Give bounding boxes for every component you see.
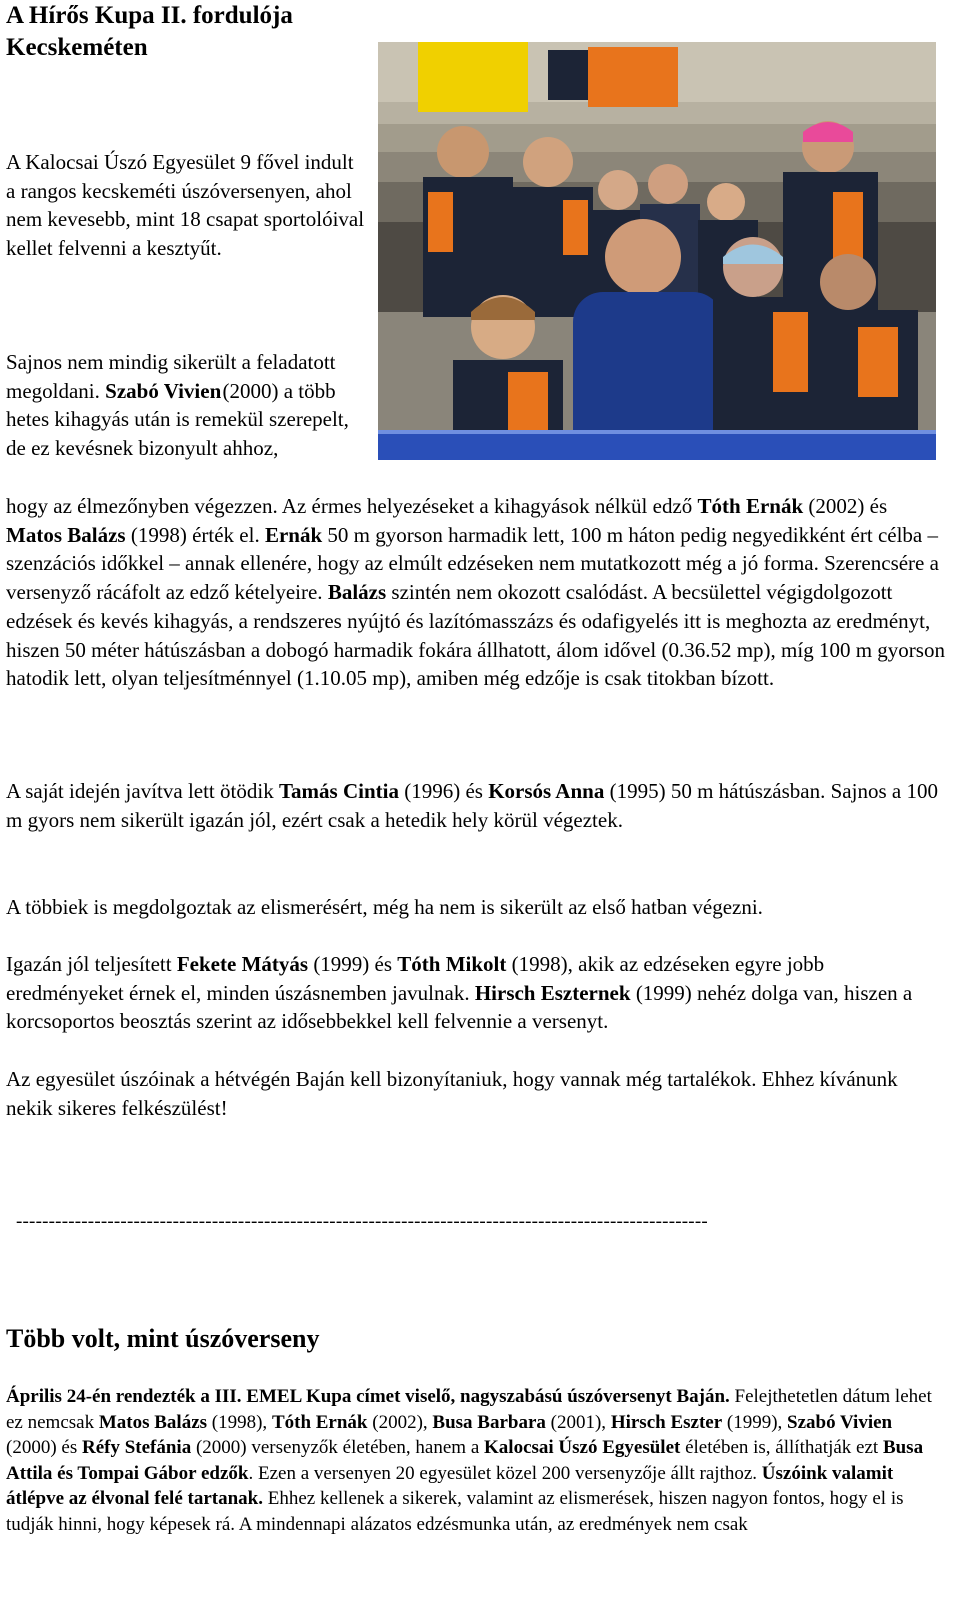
section-divider: ---------------------------------------------------------------------------------------------------------- [16,1211,708,1232]
name-refy-stefania: Réfy Stefánia [81,1437,192,1459]
paragraph-others: A többiek is megdolgoztak az elismerésért, még ha nem is sikerült az első hatban végezni. [6,895,763,919]
name-toth-mikolt: Tóth Mikolt [397,952,507,976]
article-title: A Hírős Kupa II. fordulója Kecskeméten [6,2,293,61]
name-balazs: Balázs [327,580,387,605]
intro-column [6,148,368,290]
paragraph-results: hogy az élmezőnyben végezzen. Az érmes helyezéseket a kihagyások nélkül edző Tóth Ernák (2002) és Matos Balázs (1998) érték el. Ernák 50 m gyorson harmadik lett, 100 m háton pedig negyedikként ért célba – szenzációs időkkel – annak ellenére, hogy az elmúlt edzéseken nem mutatkozott még a jó forma. Szerencsére a versenyző rácáfolt az edző kételyeire. Balázs szintén nem okozott csalódást. A becsülettel végigdolgozott edzések és kevés kihagyás, a rendszeres nyújtó és lazítómasszázs és odafigyelés itt is meghozta az eredményt, hiszen 50 méter hátúszásban a dobogó harmadik fokára állhatott, álom idővel (0.36.52 mp), míg 100 m gyorson hatodik lett, olyan teljesítménnyel (1.10.05 mp), amiben még edzője is csak titokban bízott. [6,494,945,691]
paragraph-closing: Az egyesület úszóinak a hétvégén Baján kell bizonyítaniuk, hogy vannak még tartalékok. Ehhez kívánunk nekik sikeres felkészülést! [6,1067,898,1120]
name-toth-ernak: Tóth Ernák [697,494,804,518]
paragraph-fekete-toth: Igazán jól teljesített Fekete Mátyás (1999) és Tóth Mikolt (1998), akik az edzéseken egyre jobb eredményeket érnek el, minden úszásnemben javulnak. Hirsch Eszternek (1999) nehéz dolga van, hiszen a korcsoportos beosztás szerint az idősebbekkel kell felvennie a versenyt. [6,952,913,1034]
name-szabo-vivien: Szabó Vivien [105,378,222,403]
name-szabo-vivien-2: Szabó Vivien [787,1411,893,1433]
highlight-sentence: Úszóink valamit átlépve az élvonal felé tartanak. [6,1462,894,1510]
name-korsos-anna: Korsós Anna [488,779,605,803]
paragraph-tamas-korsos: A saját idején javítva lett ötödik Tamás Cintia (1996) és Korsós Anna (1995) 50 m hátúszásban. Sajnos a 100 m gyors nem sikerült igazán jól, ezért csak a hetedik hely körül végeztek. [6,779,938,832]
coaches-names: Busa Attila és Tompai Gábor edzők [6,1437,924,1484]
team-photo-image [378,42,936,460]
name-fekete-matyas: Fekete Mátyás [176,952,309,976]
name-busa-barbara: Busa Barbara [432,1411,546,1433]
article2-lead: Április 24-én rendezték a III. EMEL Kupa címet viselő, nagyszabású úszóversenyt Baján. [6,1386,730,1407]
name-matos-balazs: Matos Balázs [6,522,126,547]
name-matos-balazs-2: Matos Balázs [98,1411,208,1433]
club-name: Kalocsai Úszó Egyesület [484,1437,681,1459]
name-hirsch-eszter-2: Hirsch Eszter [610,1411,723,1433]
name-hirsch-eszter: Hirsch Eszternek [474,980,631,1005]
article2-title: Több volt, mint úszóverseny [6,1324,320,1353]
name-ernak: Ernák [264,522,323,547]
team-photo [378,42,936,460]
name-tamas-cintia: Tamás Cintia [278,779,399,803]
paragraph-results-wrap: (2000) a több hetes kihagyás után is remekül szerepelt, de ez kevésnek bizonyult ahhoz, [6,378,349,461]
name-toth-ernak-2: Tóth Ernák [271,1411,368,1433]
paragraph-results-start: Sajnos nem mindig sikerült a feladatott megoldani. Szabó Vivien [6,350,336,403]
paragraph-intro: A Kalocsai Úszó Egyesület 9 fővel indult a rangos kecskeméti úszóversenyen, ahol nem kevesebb, mint 18 csapat sportolóival kellet felvenni a kesztyűt. [6,150,365,260]
paragraph-emel-kupa: Április 24-én rendezték a III. EMEL Kupa címet viselő, nagyszabású úszóversenyt Baján. Felejthetetlen dátum lehet ez nemcsak Matos Balázs (1998), Tóth Ernák (2002), Busa Barbara (2001), Hirsch Eszter (1999), Szabó Vivien (2000) és Réfy Stefánia (2000) versenyzők életében, hanem a Kalocsai Úszó Egyesület életében is, állíthatják ezt Busa Attila és Tompai Gábor edzők. Ezen a versenyen 20 egyesület közel 200 versenyzője állt rajthoz. Úszóink valamit átlépve az élvonal felé tartanak. Ehhez kellenek a sikerek, valamint az elismerések, hiszen nagyon fontos, hogy el is tudják hinni, hogy képesek rá. A mindennapi alázatos edzésmunka után, az eredmények nem csak [6,1386,932,1535]
